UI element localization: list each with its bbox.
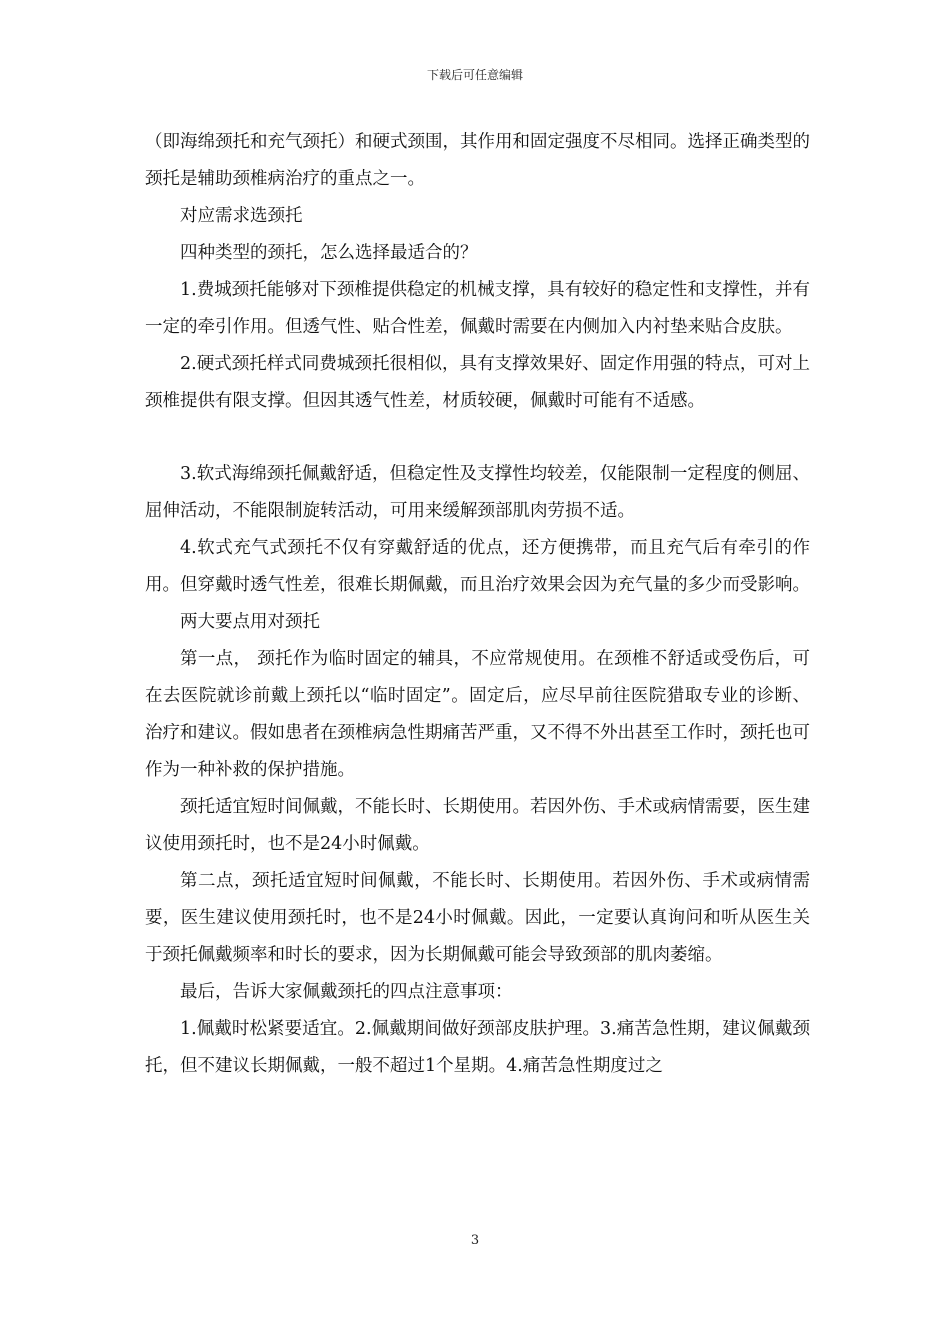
paragraph: 四种类型的颈托，怎么选择最适合的？ <box>180 243 478 263</box>
page-number: 3 <box>470 1233 480 1248</box>
list-paragraph: 3.软式海绵颈托佩戴舒适，但稳定性及支撑性均较差，仅能限制一定程度的侧屈、屈伸活动，不能限制旋转活动，可用来缓解颈部肌肉劳损不适。 <box>145 464 810 521</box>
paragraph: 第一点， 颈托作为临时固定的辅具，不应常规使用。在颈椎不舒适或受伤后，可在去医院就诊前戴上颈托以“临时固定”。固定后，应尽早前往医院猎取专业的诊断、治疗和建议。假如患者在颈椎病急性期痛苦严重，又不得不外出甚至工作时，颈托也可作为一种补救的保护措施。 <box>145 649 810 780</box>
list-paragraph: 1.费城颈托能够对下颈椎提供稳定的机械支撑，具有较好的稳定性和支撑性，并有一定的牵引作用。但透气性、贴合性差，佩戴时需要在内侧加入内衬垫来贴合皮肤。 <box>145 280 810 337</box>
paragraph: 颈托适宜短时间佩戴，不能长时、长期使用。若因外伤、手术或病情需要，医生建议使用颈托时，也不是24小时佩戴。 <box>145 797 810 854</box>
section-heading: 对应需求选颈托 <box>180 206 303 226</box>
page-header: 下载后可任意编辑 <box>426 68 523 82</box>
document-body <box>145 124 810 1085</box>
list-paragraph: 4.软式充气式颈托不仅有穿戴舒适的优点，还方便携带，而且充气后有牵引的作用。但穿戴时透气性差，很难长期佩戴，而且治疗效果会因为充气量的多少而受影响。 <box>145 538 810 595</box>
list-paragraph: 2.硬式颈托样式同费城颈托很相似，具有支撑效果好、固定作用强的特点，可对上颈椎提供有限支撑。但因其透气性差，材质较硬，佩戴时可能有不适感。 <box>145 354 810 411</box>
paragraph: （即海绵颈托和充气颈托）和硬式颈围，其作用和固定强度不尽相同。选择正确类型的颈托是辅助颈椎病治疗的重点之一。 <box>145 132 810 189</box>
section-heading: 两大要点用对颈托 <box>180 612 320 632</box>
paragraph: 最后，告诉大家佩戴颈托的四点注意事项： <box>180 982 513 1002</box>
paragraph: 1.佩戴时松紧要适宜。2.佩戴期间做好颈部皮肤护理。3.痛苦急性期，建议佩戴颈托，但不建议长期佩戴，一般不超过1个星期。4.痛苦急性期度过之 <box>145 1019 810 1076</box>
paragraph: 第二点，颈托适宜短时间佩戴，不能长时、长期使用。若因外伤、手术或病情需要，医生建议使用颈托时，也不是24小时佩戴。因此，一定要认真询问和听从医生关于颈托佩戴频率和时长的要求，因为长期佩戴可能会导致颈部的肌肉萎缩。 <box>145 871 810 965</box>
